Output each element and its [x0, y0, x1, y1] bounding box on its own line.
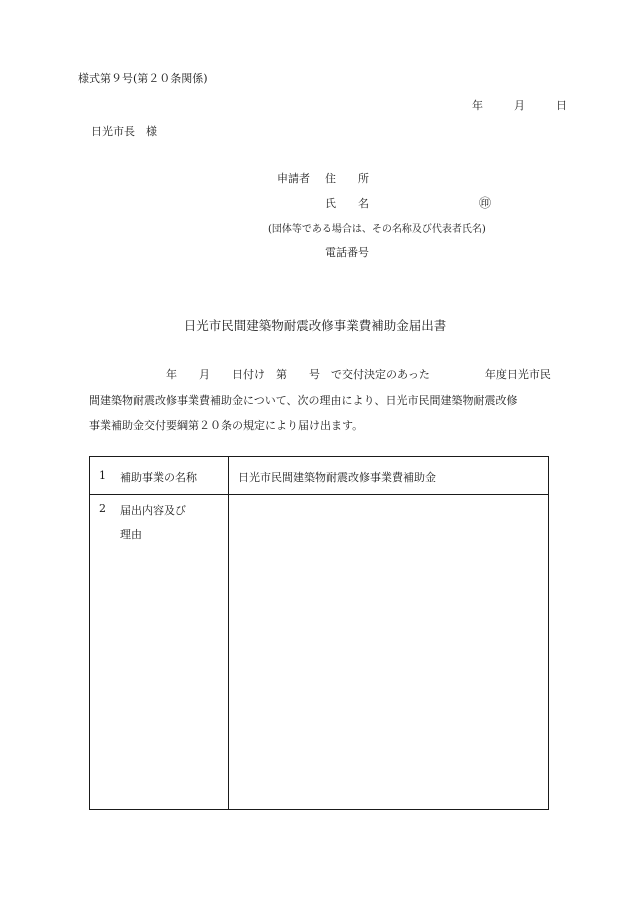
row2-number: 2 — [99, 502, 106, 515]
body-line-3: 事業補助金交付要綱第２０条の規定により届け出ます。 — [89, 419, 364, 432]
row1-value: 日光市民間建築物耐震改修事業費補助金 — [238, 471, 436, 484]
item-table — [89, 456, 549, 810]
addressee: 日光市長 様 — [91, 125, 157, 138]
date-year: 年 — [472, 99, 483, 112]
table-row-1 — [90, 457, 548, 495]
date-month: 月 — [514, 99, 525, 112]
date-day: 日 — [556, 99, 567, 112]
name-label: 氏 名 — [325, 197, 369, 210]
row1-label: 補助事業の名称 — [120, 471, 197, 484]
table-column-divider — [228, 457, 229, 809]
applicant-label: 申請者 — [277, 172, 310, 185]
document-title: 日光市民間建築物耐震改修事業費補助金届出書 — [183, 318, 447, 333]
row1-number: 1 — [99, 469, 106, 482]
date-line — [472, 97, 567, 113]
row2-label-line2: 理由 — [120, 528, 142, 541]
address-label: 住 所 — [325, 172, 369, 185]
form-number: 様式第９号(第２０条関係) — [78, 72, 208, 85]
body-line-1: 年 月 日付け 第 号 で交付決定のあった 年度日光市民 — [89, 368, 551, 381]
row2-label-line1: 届出内容及び — [120, 504, 186, 517]
body-text — [89, 362, 559, 439]
seal-mark: ㊞ — [479, 196, 492, 210]
organization-note: (団体等である場合は、その名称及び代表者氏名) — [268, 224, 486, 235]
phone-label: 電話番号 — [325, 246, 369, 259]
body-line-2: 間建築物耐震改修事業費補助金について、次の理由により、日光市民間建築物耐震改修 — [89, 393, 518, 407]
